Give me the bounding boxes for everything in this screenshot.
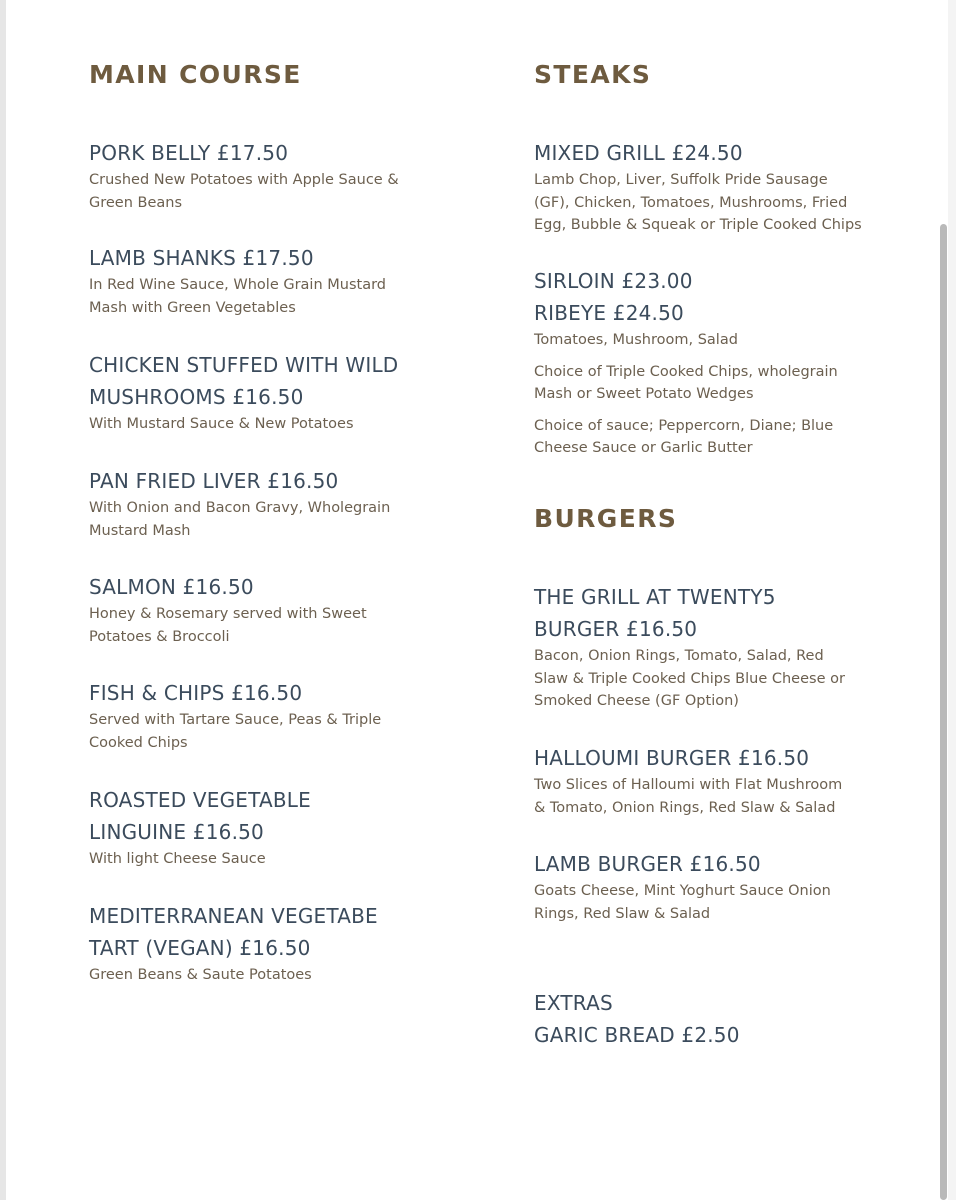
menu-item-pan-fried-liver [89, 465, 489, 542]
item-description: Green Beans & Saute Potatoes [89, 967, 312, 983]
item-title: PORK BELLY £17.50 [89, 141, 289, 165]
menu-item-grill-twenty5-burger [534, 581, 884, 713]
item-description: With Onion and Bacon Gravy, Wholegrain Mustard Mash [89, 500, 391, 539]
item-description: With light Cheese Sauce [89, 851, 266, 867]
item-description: Bacon, Onion Rings, Tomato, Salad, Red Slaw & Triple Cooked Chips Blue Cheese or Smoked Cheese (GF Option) [534, 648, 845, 709]
item-title: HALLOUMI BURGER £16.50 [534, 746, 810, 770]
scrollbar-track[interactable] [948, 0, 956, 1200]
item-title: LAMB BURGER £16.50 [534, 852, 761, 876]
main-course-heading: MAIN COURSE [89, 60, 302, 89]
menu-item-salmon [89, 571, 489, 648]
menu-item-pork-belly [89, 137, 489, 214]
item-title: MEDITERRANEAN VEGETABE TART (VEGAN) £16.50 [89, 904, 378, 960]
item-title: ROASTED VEGETABLE LINGUINE £16.50 [89, 788, 311, 844]
item-title: CHICKEN STUFFED WITH WILD MUSHROOMS £16.50 [89, 353, 399, 409]
item-description: Two Slices of Halloumi with Flat Mushroom & Tomato, Onion Rings, Red Slaw & Salad [534, 777, 843, 816]
menu-item-roasted-vegetable-linguine [89, 784, 489, 871]
item-description: Honey & Rosemary served with Sweet Potatoes & Broccoli [89, 606, 367, 645]
item-title: PAN FRIED LIVER £16.50 [89, 469, 339, 493]
menu-item-lamb-burger [534, 848, 884, 925]
scrollbar-thumb[interactable] [940, 224, 947, 1200]
menu-item-chicken-stuffed [89, 349, 489, 436]
menu-item-fish-chips [89, 677, 489, 754]
extras-section [534, 987, 884, 1051]
menu-item-lamb-shanks [89, 242, 489, 319]
item-title: THE GRILL AT TWENTY5 BURGER £16.50 [534, 585, 776, 641]
item-description: Tomatoes, Mushroom, Salad [534, 332, 738, 348]
item-title: SIRLOIN £23.00 RIBEYE £24.50 [534, 269, 693, 325]
item-title: SALMON £16.50 [89, 575, 254, 599]
item-title: MIXED GRILL £24.50 [534, 141, 743, 165]
item-description: Goats Cheese, Mint Yoghurt Sauce Onion Rings, Red Slaw & Salad [534, 883, 831, 922]
menu-item-sirloin-ribeye [534, 265, 884, 460]
item-title: FISH & CHIPS £16.50 [89, 681, 303, 705]
steaks-heading: STEAKS [534, 60, 652, 89]
item-chips-choice: Choice of Triple Cooked Chips, wholegrain Mash or Sweet Potato Wedges [534, 363, 838, 402]
menu-item-halloumi-burger [534, 742, 884, 819]
item-description: Served with Tartare Sauce, Peas & Triple Cooked Chips [89, 712, 382, 751]
burgers-heading: BURGERS [534, 504, 678, 533]
menu-item-mixed-grill [534, 137, 884, 237]
item-description: Lamb Chop, Liver, Suffolk Pride Sausage (GF), Chicken, Tomatoes, Mushrooms, Fried Egg, Bubble & Squeak or Triple Cooked Chips [534, 172, 862, 233]
item-description: With Mustard Sauce & New Potatoes [89, 416, 354, 432]
extras-title: EXTRAS GARIC BREAD £2.50 [534, 991, 740, 1047]
item-description: In Red Wine Sauce, Whole Grain Mustard Mash with Green Vegetables [89, 277, 386, 316]
item-title: LAMB SHANKS £17.50 [89, 246, 314, 270]
item-sauce-choice: Choice of sauce; Peppercorn, Diane; Blue Cheese Sauce or Garlic Butter [534, 417, 834, 456]
menu-item-mediterranean-tart [89, 900, 489, 987]
item-description: Crushed New Potatoes with Apple Sauce & Green Beans [89, 172, 399, 211]
